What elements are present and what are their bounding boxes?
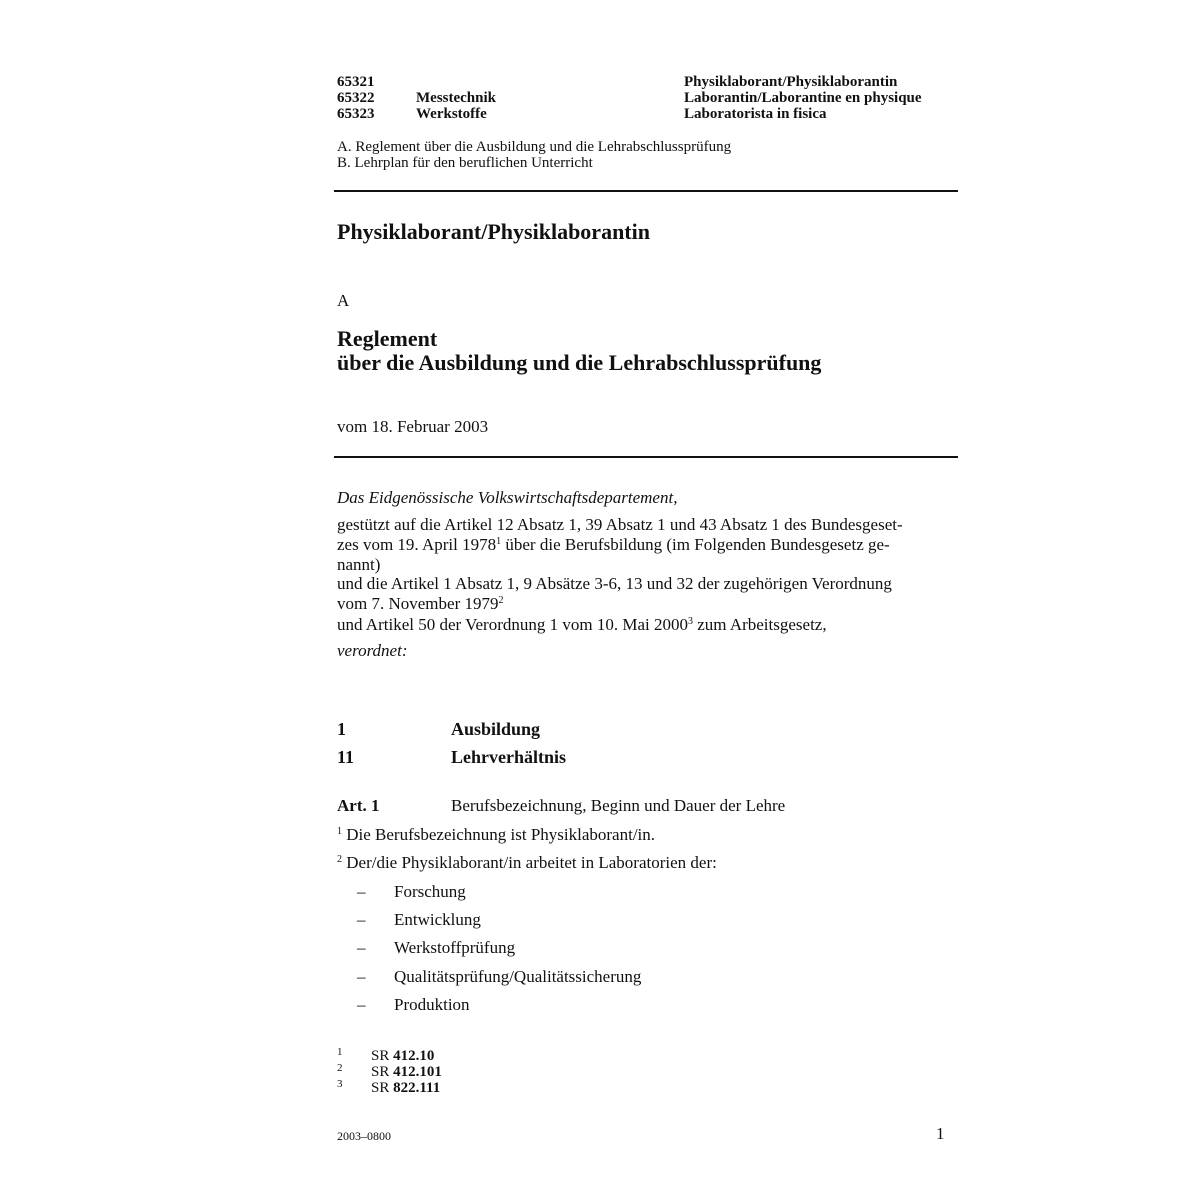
dash-bullet: – <box>357 967 366 986</box>
preamble-line: und die Artikel 1 Absatz 1, 9 Absätze 3-6, 13 und 32 der zugehörigen Verordnung <box>337 574 892 593</box>
dash-bullet: – <box>357 910 366 929</box>
footnote-text: SR 412.10 <box>371 1048 435 1064</box>
verordnet: verordnet: <box>337 641 408 660</box>
footnote-number: 2 <box>337 1062 343 1074</box>
footnote-number: 1 <box>337 1046 343 1058</box>
section-number: 11 <box>337 747 355 767</box>
dash-bullet: – <box>357 938 366 957</box>
section-title: Ausbildung <box>451 719 541 739</box>
preamble-line: vom 7. November 1979$^2$ <box>337 594 504 613</box>
code-number: 65323 <box>337 106 375 122</box>
issuer: Das Eidgenössische Volkswirtschaftsdepartement, <box>337 488 678 507</box>
divider <box>334 190 958 192</box>
preamble-line: und Artikel 50 der Verordnung 1 vom 10. Mai 2000$^3$ zum Arbeitsgesetz, <box>337 615 827 634</box>
footnote-ref: 2 <box>498 595 504 606</box>
code-number: 65322 <box>337 90 375 106</box>
footnote-number: 3 <box>337 1078 343 1090</box>
list-item: Produktion <box>394 995 470 1014</box>
article-title: Berufsbezeichnung, Beginn und Dauer der Lehre <box>451 796 786 815</box>
code-label: Messtechnik <box>416 90 496 106</box>
preamble-line: zes vom 19. April 1978$^1$ über die Berufsbildung (im Folgenden Bundesgesetz ge- <box>337 535 890 554</box>
footnote-ref: 1 <box>496 536 502 547</box>
code-title: Laborantin/Laborantine en physique <box>684 90 922 106</box>
preamble-line: nannt) <box>337 555 381 574</box>
code-title: Laboratorista in fisica <box>684 106 827 122</box>
reglement-title-line1: Reglement <box>337 326 438 351</box>
list-item: Werkstoffprüfung <box>394 938 516 957</box>
part-letter: A <box>337 291 350 310</box>
code-label: Werkstoffe <box>416 106 487 122</box>
list-item: Forschung <box>394 882 466 901</box>
paragraph-number: 2 <box>337 854 342 865</box>
main-title: Physiklaborant/Physiklaborantin <box>337 219 650 244</box>
code-title: Physiklaborant/Physiklaborantin <box>684 74 898 90</box>
list-item: Entwicklung <box>394 910 481 929</box>
footnote-ref: 3 <box>687 616 693 627</box>
article-paragraph: $^1$ Die Berufsbezeichnung ist Physiklaborant/in. <box>337 825 656 844</box>
divider <box>334 456 958 458</box>
preamble-line: gestützt auf die Artikel 12 Absatz 1, 39 Absatz 1 und 43 Absatz 1 des Bundesgeset- <box>337 515 903 534</box>
document-number: 2003–0800 <box>337 1129 391 1143</box>
reglement-title-line2: über die Ausbildung und die Lehrabschlussprüfung <box>337 350 822 375</box>
article-label: Art. 1 <box>337 796 380 815</box>
page-number: 1 <box>936 1124 945 1143</box>
dash-bullet: – <box>357 882 366 901</box>
list-item: Qualitätsprüfung/Qualitätssicherung <box>394 967 642 986</box>
part-b-line: B. Lehrplan für den beruflichen Unterricht <box>337 155 593 171</box>
dash-bullet: – <box>357 995 366 1014</box>
article-paragraph: $^2$ Der/die Physiklaborant/in arbeitet in Laboratorien der: <box>337 853 717 872</box>
document-date: vom 18. Februar 2003 <box>337 417 489 436</box>
paragraph-number: 1 <box>337 826 342 837</box>
footnote-text: SR 412.101 <box>371 1064 442 1080</box>
footnote-text: SR 822.111 <box>371 1080 441 1096</box>
part-a-line: A. Reglement über die Ausbildung und die Lehrabschlussprüfung <box>337 139 732 155</box>
code-number: 65321 <box>337 74 375 90</box>
section-number: 1 <box>337 719 346 739</box>
section-title: Lehrverhältnis <box>451 747 566 767</box>
